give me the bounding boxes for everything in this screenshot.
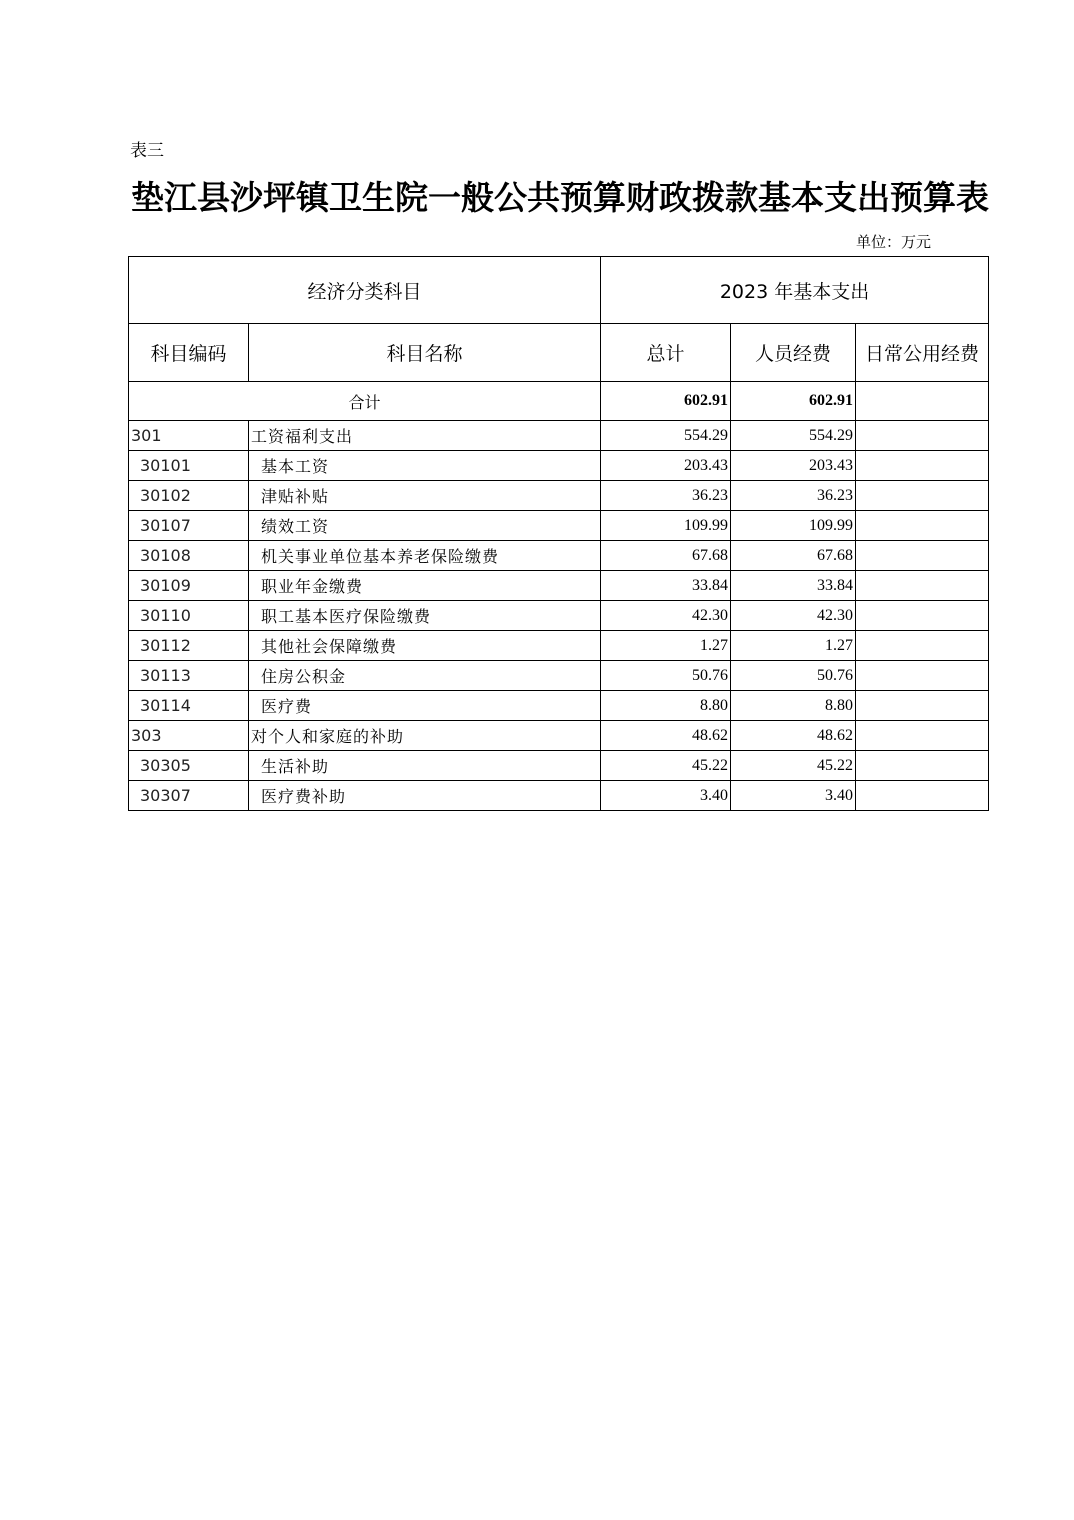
row-personnel-expense: 45.22 xyxy=(731,751,856,781)
table-row xyxy=(129,661,989,691)
page-title: 垫江县沙坪镇卫生院一般公共预算财政拨款基本支出预算表 xyxy=(131,178,989,217)
row-public-expense xyxy=(856,721,989,751)
row-subject-name: 住房公积金 xyxy=(249,661,601,691)
row-personnel-expense: 8.80 xyxy=(731,691,856,721)
row-personnel-expense: 36.23 xyxy=(731,481,856,511)
row-public-expense xyxy=(856,571,989,601)
header-subject-code: 科目编码 xyxy=(129,324,249,382)
row-total: 109.99 xyxy=(601,511,731,541)
table-row xyxy=(129,481,989,511)
row-public-expense xyxy=(856,601,989,631)
row-public-expense xyxy=(856,661,989,691)
table-row xyxy=(129,781,989,811)
table-row xyxy=(129,511,989,541)
row-subject-code: 30110 xyxy=(129,601,249,631)
row-subject-code: 30305 xyxy=(129,751,249,781)
row-subject-code: 30108 xyxy=(129,541,249,571)
row-public-expense xyxy=(856,481,989,511)
total-sum: 602.91 xyxy=(601,382,731,421)
unit-label: 单位：万元 xyxy=(856,233,932,251)
row-subject-code: 30307 xyxy=(129,781,249,811)
row-subject-name: 职业年金缴费 xyxy=(249,571,601,601)
row-public-expense xyxy=(856,781,989,811)
row-subject-name: 津贴补贴 xyxy=(249,481,601,511)
table-row xyxy=(129,541,989,571)
table-body xyxy=(129,421,989,811)
row-subject-name: 其他社会保障缴费 xyxy=(249,631,601,661)
row-personnel-expense: 48.62 xyxy=(731,721,856,751)
row-subject-name: 基本工资 xyxy=(249,451,601,481)
row-subject-name: 职工基本医疗保险缴费 xyxy=(249,601,601,631)
row-subject-code: 30107 xyxy=(129,511,249,541)
row-total: 1.27 xyxy=(601,631,731,661)
table-row xyxy=(129,751,989,781)
row-public-expense xyxy=(856,421,989,451)
row-total: 33.84 xyxy=(601,571,731,601)
row-subject-name: 绩效工资 xyxy=(249,511,601,541)
table-row xyxy=(129,451,989,481)
table-row xyxy=(129,601,989,631)
row-subject-name: 医疗费 xyxy=(249,691,601,721)
row-public-expense xyxy=(856,541,989,571)
header-public-expense: 日常公用经费 xyxy=(856,324,989,382)
budget-table xyxy=(128,256,989,811)
row-total: 8.80 xyxy=(601,691,731,721)
header-personnel-expense: 人员经费 xyxy=(731,324,856,382)
row-subject-code: 30109 xyxy=(129,571,249,601)
row-total: 45.22 xyxy=(601,751,731,781)
row-personnel-expense: 42.30 xyxy=(731,601,856,631)
row-subject-code: 30102 xyxy=(129,481,249,511)
row-subject-code: 30114 xyxy=(129,691,249,721)
total-label: 合计 xyxy=(129,382,601,421)
row-personnel-expense: 33.84 xyxy=(731,571,856,601)
table-row xyxy=(129,721,989,751)
row-public-expense xyxy=(856,751,989,781)
row-total: 203.43 xyxy=(601,451,731,481)
header-row-columns xyxy=(129,324,989,382)
total-personnel: 602.91 xyxy=(731,382,856,421)
total-public xyxy=(856,382,989,421)
row-total: 67.68 xyxy=(601,541,731,571)
row-subject-name: 医疗费补助 xyxy=(249,781,601,811)
row-personnel-expense: 554.29 xyxy=(731,421,856,451)
row-public-expense xyxy=(856,631,989,661)
row-personnel-expense: 3.40 xyxy=(731,781,856,811)
row-subject-name: 工资福利支出 xyxy=(249,421,601,451)
table-number-label: 表三 xyxy=(130,141,164,161)
header-economic-category: 经济分类科目 xyxy=(129,257,601,324)
row-subject-name: 机关事业单位基本养老保险缴费 xyxy=(249,541,601,571)
row-personnel-expense: 109.99 xyxy=(731,511,856,541)
header-subject-name: 科目名称 xyxy=(249,324,601,382)
row-total: 36.23 xyxy=(601,481,731,511)
row-total: 48.62 xyxy=(601,721,731,751)
table-row xyxy=(129,421,989,451)
row-subject-code: 30113 xyxy=(129,661,249,691)
row-personnel-expense: 203.43 xyxy=(731,451,856,481)
row-subject-code: 301 xyxy=(129,421,249,451)
table-row xyxy=(129,631,989,661)
row-public-expense xyxy=(856,451,989,481)
row-total: 3.40 xyxy=(601,781,731,811)
row-subject-code: 30112 xyxy=(129,631,249,661)
row-subject-name: 生活补助 xyxy=(249,751,601,781)
header-row-group xyxy=(129,257,989,324)
header-total: 总计 xyxy=(601,324,731,382)
row-subject-name: 对个人和家庭的补助 xyxy=(249,721,601,751)
table-row xyxy=(129,691,989,721)
row-subject-code: 303 xyxy=(129,721,249,751)
header-basic-expenditure: 2023 年基本支出 xyxy=(601,257,989,324)
row-subject-code: 30101 xyxy=(129,451,249,481)
row-personnel-expense: 67.68 xyxy=(731,541,856,571)
total-row xyxy=(129,382,989,421)
row-public-expense xyxy=(856,691,989,721)
row-personnel-expense: 1.27 xyxy=(731,631,856,661)
table-row xyxy=(129,571,989,601)
row-total: 554.29 xyxy=(601,421,731,451)
row-total: 50.76 xyxy=(601,661,731,691)
row-personnel-expense: 50.76 xyxy=(731,661,856,691)
row-public-expense xyxy=(856,511,989,541)
row-total: 42.30 xyxy=(601,601,731,631)
